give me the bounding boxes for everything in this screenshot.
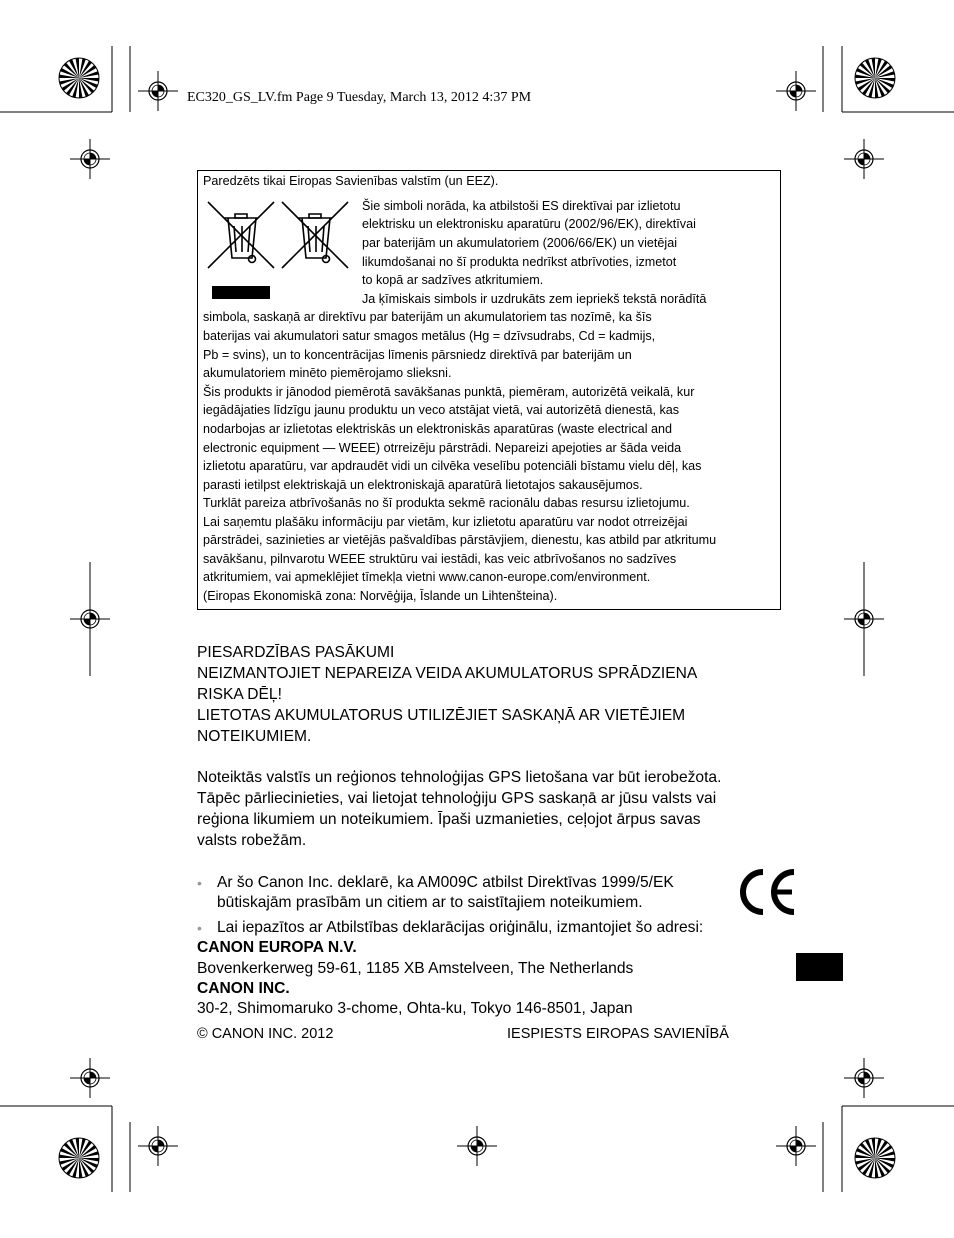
weee-line: (Eiropas Ekonomiskā zona: Norvēģija, Īslande un Lihtenšteina).: [203, 589, 558, 603]
star-target-icon: [855, 58, 895, 98]
company-name: CANON EUROPA N.V.: [197, 939, 357, 956]
weee-line: savākšanu, pilnvarotu WEEE struktūru vai iestādi, kas veic atbrīvošanos no sadzīves: [203, 552, 677, 566]
weee-line: elektrisku un elektronisku aparatūru (2002/96/EK), direktīvai: [362, 217, 696, 231]
weee-line: electronic equipment — WEEE) otrreizēju pārstrādi. Nepareizi apejoties ar šāda veida: [203, 441, 682, 455]
weee-line: likumdošanai no šī produkta nedrīkst atbrīvoties, izmetot: [362, 255, 677, 269]
language-tab: [796, 953, 843, 981]
gps-line: valsts robežām.: [197, 832, 307, 849]
bullet-marker: •: [197, 875, 202, 891]
weee-line: pārstrādei, sazinieties ar vietējās pašvaldības pārstāvjiem, dienestu, kas atbild par atkritumu: [203, 533, 717, 547]
gps-line: Noteiktās valstīs un reģionos tehnoloģijas GPS lietošana var būt ierobežota.: [197, 769, 722, 786]
weee-line: simbola, saskaņā ar direktīvu par baterijām un akumulatoriem tas nozīmē, ka šīs: [203, 310, 652, 324]
weee-line: akumulatoriem minēto piemērojamo slieksni.: [203, 366, 452, 380]
weee-notice-box: [197, 170, 781, 610]
declaration-line: Ar šo Canon Inc. deklarē, ka AM009C atbilst Direktīvas 1999/5/EK: [217, 874, 674, 891]
declaration-line: būtiskajām prasībām un citiem ar to saistītajiem noteikumiem.: [217, 894, 643, 911]
weee-line: Turklāt pareiza atbrīvošanās no šī produkta sekmē racionālu dabas resursu izlietojumu.: [203, 496, 690, 510]
weee-line: Šie simboli norāda, ka atbilstoši ES direktīvai par izlietotu: [362, 199, 681, 213]
precautions-line: NOTEIKUMIEM.: [197, 728, 312, 745]
printed-in: IESPIESTS EIROPAS SAVIENĪBĀ: [507, 1026, 729, 1042]
weee-line: to kopā ar sadzīves atkritumiem.: [362, 273, 544, 287]
weee-line: baterijas vai akumulatori satur smagos metālus (Hg = dzīvsudrabs, Cd = kadmijs,: [203, 329, 656, 343]
weee-line: Pb = svins), un to koncentrācijas līmenis pārsniedz direktīvā par baterijām un: [203, 348, 632, 362]
weee-line: nodarbojas ar izlietotas elektriskās un elektroniskās aparatūras (waste electrical and: [203, 422, 673, 436]
weee-line: Lai saņemtu plašāku informāciju par vietām, kur izlietotu aparatūru var nodot otrreizējai: [203, 515, 688, 529]
star-target-icon: [855, 1138, 895, 1178]
bullet-marker: •: [197, 920, 202, 936]
weee-line: atkritumiem, vai apmeklējiet tīmekļa vietni www.canon-europe.com/environment.: [203, 570, 651, 584]
weee-line: Ja ķīmiskais simbols ir uzdrukāts zem iepriekš tekstā norādītā: [362, 292, 707, 306]
weee-line: parasti ietilpst elektriskajā un elektroniskajā aparatūrā lietotajos sakausējumos.: [203, 478, 643, 492]
ce-mark-icon: [736, 866, 800, 918]
page-header: EC320_GS_LV.fm Page 9 Tuesday, March 13, 2012 4:37 PM: [187, 90, 532, 105]
star-target-icon: [59, 58, 99, 98]
weee-line: izlietotu aparatūru, var apdraudēt vidi un cilvēka veselību potenciāli bīstamu vielu dēļ, kas: [203, 459, 702, 473]
company-name: CANON INC.: [197, 980, 290, 997]
precautions-heading: PIESARDZĪBAS PASĀKUMI: [197, 644, 395, 661]
company-address: Bovenkerkerweg 59-61, 1185 XB Amstelveen, The Netherlands: [197, 960, 634, 977]
weee-line: Šis produkts ir jānodod piemērotā savākšanas punktā, piemēram, autorizētā veikalā, kur: [203, 385, 695, 399]
precautions-line: RISKA DĒĻ!: [197, 686, 282, 703]
weee-line: iegādājaties līdzīgu jaunu produktu un veco atstājat vietā, vai autorizētā dienestā, kas: [203, 403, 680, 417]
weee-title: Paredzēts tikai Eiropas Savienības valstīm (un EEZ).: [203, 174, 499, 188]
star-target-icon: [59, 1138, 99, 1178]
copyright: © CANON INC. 2012: [197, 1026, 334, 1042]
gps-line: Tāpēc pārliecinieties, vai lietojat tehnoloģiju GPS saskaņā ar jūsu valsts vai: [197, 790, 717, 807]
precautions-line: NEIZMANTOJIET NEPAREIZA VEIDA AKUMULATORUS SPRĀDZIENA: [197, 665, 698, 682]
company-address: 30-2, Shimomaruko 3-chome, Ohta-ku, Tokyo 146-8501, Japan: [197, 1000, 633, 1017]
crossed-out-wheelie-bin-icon: [204, 196, 354, 302]
declaration-line: Lai iepazītos ar Atbilstības deklarācijas oriģinālu, izmantojiet šo adresi:: [217, 919, 704, 936]
gps-line: reģiona likumiem un noteikumiem. Īpaši uzmanieties, ceļojot ārpus savas: [197, 811, 701, 828]
weee-line: par baterijām un akumulatoriem (2006/66/EK) un vietējai: [362, 236, 678, 250]
precautions-line: LIETOTAS AKUMULATORUS UTILIZĒJIET SASKAŅĀ AR VIETĒJIEM: [197, 707, 686, 724]
